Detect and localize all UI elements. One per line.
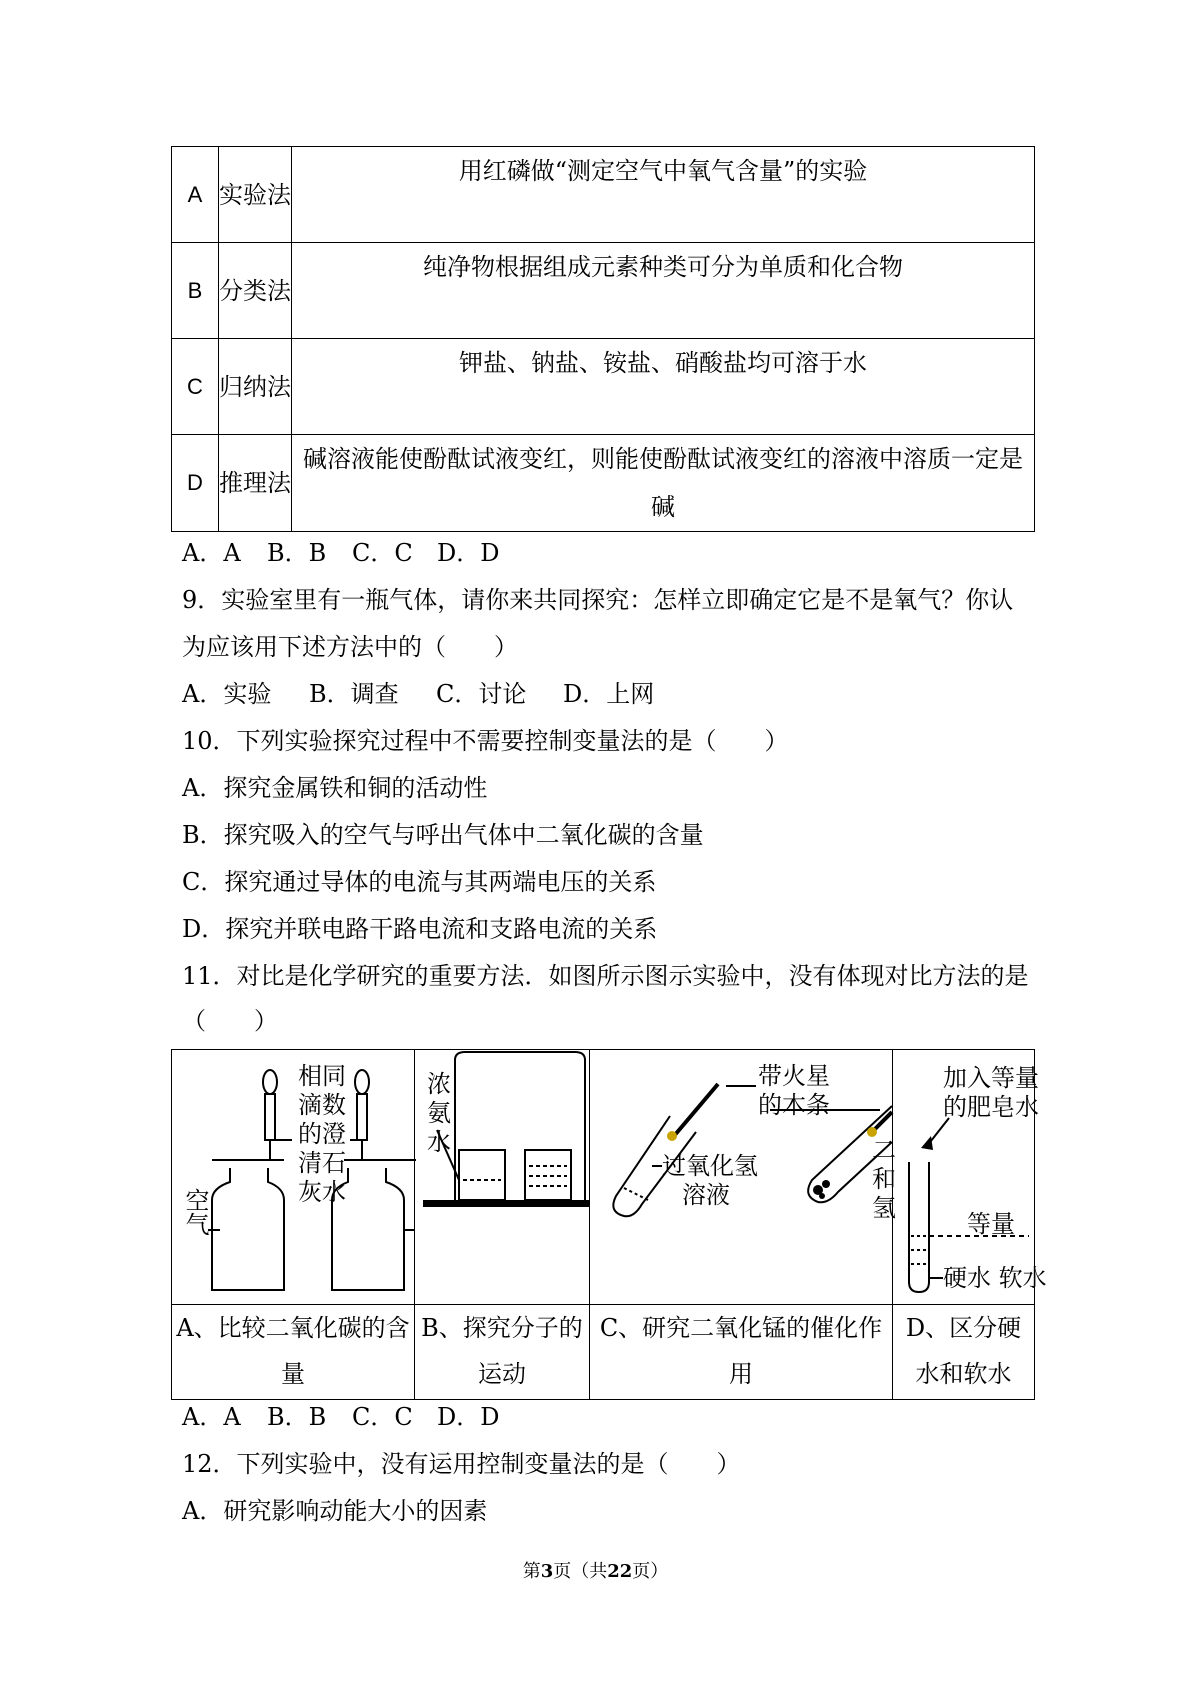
table-row bbox=[172, 243, 1035, 339]
q10-option-a: A．探究金属铁和铜的活动性 bbox=[182, 774, 488, 802]
caption-c: C、研究二氧化锰的催化作 用 bbox=[590, 1305, 893, 1400]
caption-a: A、比较二氧化碳的含 量 bbox=[172, 1305, 415, 1400]
option-letter: A bbox=[172, 147, 219, 243]
method-name: 推理法 bbox=[219, 435, 292, 532]
q9-option-b: B．调查 bbox=[309, 680, 399, 708]
caption-d: D、区分硬 水和软水 bbox=[893, 1305, 1035, 1400]
method-name: 归纳法 bbox=[219, 339, 292, 435]
q11-option-d: D．D bbox=[437, 1403, 500, 1431]
figure-b bbox=[415, 1050, 589, 1304]
method-name: 实验法 bbox=[219, 147, 292, 243]
option-letter: C bbox=[172, 339, 219, 435]
figure-c bbox=[590, 1050, 896, 1304]
method-description: 纯净物根据组成元素种类可分为单质和化合物 bbox=[292, 243, 1035, 339]
figure-c-cell bbox=[590, 1050, 896, 1305]
label-equal-amount: 等量 bbox=[967, 1210, 1015, 1238]
page-number: 3 bbox=[540, 1561, 554, 1582]
q12-stem: 12．下列实验中，没有运用控制变量法的是（ ） bbox=[182, 1450, 741, 1478]
q9-stem-line2: 为应该用下述方法中的（ ） bbox=[182, 633, 518, 661]
q10-option-c: C．探究通过导体的电流与其两端电压的关系 bbox=[182, 868, 657, 896]
table-row bbox=[172, 339, 1035, 435]
label-hydrogen-peroxide: 过氧化氢 溶液 bbox=[662, 1152, 758, 1209]
q11-option-b: B．B bbox=[267, 1403, 327, 1431]
q8-options bbox=[182, 536, 499, 570]
methods-table bbox=[171, 146, 1035, 532]
q8-option-b: B．B bbox=[267, 539, 327, 567]
q11-options bbox=[182, 1400, 499, 1434]
q11-option-c: C．C bbox=[352, 1403, 413, 1431]
q9-option-c: C．讨论 bbox=[436, 680, 527, 708]
figure-a bbox=[172, 1050, 414, 1304]
figure-d bbox=[893, 1050, 1047, 1304]
q10-option-b: B．探究吸入的空气与呼出气体中二氧化碳的含量 bbox=[182, 821, 704, 849]
q11-stem-line2: （ ） bbox=[182, 1007, 278, 1035]
label-same-drops: 相同 滴数 的澄 清石 灰水 bbox=[298, 1062, 346, 1206]
q11-stem-line1: 11．对比是化学研究的重要方法．如图所示图示实验中，没有体现对比方法的是 bbox=[182, 962, 1029, 990]
option-letter: D bbox=[172, 435, 219, 532]
method-description: 碱溶液能使酚酞试液变红，则能使酚酞试液变红的溶液中溶质一定是碱 bbox=[292, 435, 1035, 532]
label-ammonia: 浓 氨 水 bbox=[427, 1070, 451, 1156]
method-description: 用红磷做“测定空气中氧气含量”的实验 bbox=[292, 147, 1035, 243]
q9-options bbox=[182, 677, 654, 711]
table-row bbox=[172, 147, 1035, 243]
label-air: 空气 bbox=[181, 1188, 209, 1236]
q9-option-a: A．实验 bbox=[182, 680, 272, 708]
q8-option-a: A．A bbox=[182, 539, 241, 567]
figure-b-cell bbox=[415, 1050, 590, 1305]
table-row bbox=[172, 435, 1035, 532]
figure-d-cell bbox=[893, 1050, 1047, 1305]
q12-option-a: A．研究影响动能大小的因素 bbox=[182, 1497, 488, 1525]
option-letter: B bbox=[172, 243, 219, 339]
label-side-text: 二 和 氢 bbox=[872, 1136, 896, 1222]
q8-option-d: D．D bbox=[437, 539, 500, 567]
page-footer: 第3页（共22页） bbox=[522, 1561, 669, 1582]
label-hard-soft-water: 硬水 软水 bbox=[943, 1264, 1047, 1292]
label-glowing-stick: 带火星 的木条 bbox=[758, 1062, 830, 1119]
q11-option-a: A．A bbox=[182, 1403, 241, 1431]
q9-stem-line1: 9．实验室里有一瓶气体，请你来共同探究：怎样立即确定它是不是氧气？你认 bbox=[182, 586, 1014, 614]
q11-figure-table bbox=[171, 1049, 1047, 1400]
figure-a-cell bbox=[172, 1050, 415, 1305]
label-soap-water: 加入等量 的肥皂水 bbox=[943, 1064, 1039, 1121]
caption-b: B、探究分子的 运动 bbox=[415, 1305, 590, 1400]
q9-option-d: D．上网 bbox=[563, 680, 655, 708]
method-description: 钾盐、钠盐、铵盐、硝酸盐均可溶于水 bbox=[292, 339, 1035, 435]
total-pages: 22 bbox=[607, 1561, 633, 1582]
q8-option-c: C．C bbox=[352, 539, 413, 567]
q10-option-d: D．探究并联电路干路电流和支路电流的关系 bbox=[182, 915, 658, 943]
gas-bottles-diagram bbox=[172, 1050, 414, 1304]
method-name: 分类法 bbox=[219, 243, 292, 339]
q10-stem: 10．下列实验探究过程中不需要控制变量法的是（ ） bbox=[182, 727, 789, 755]
